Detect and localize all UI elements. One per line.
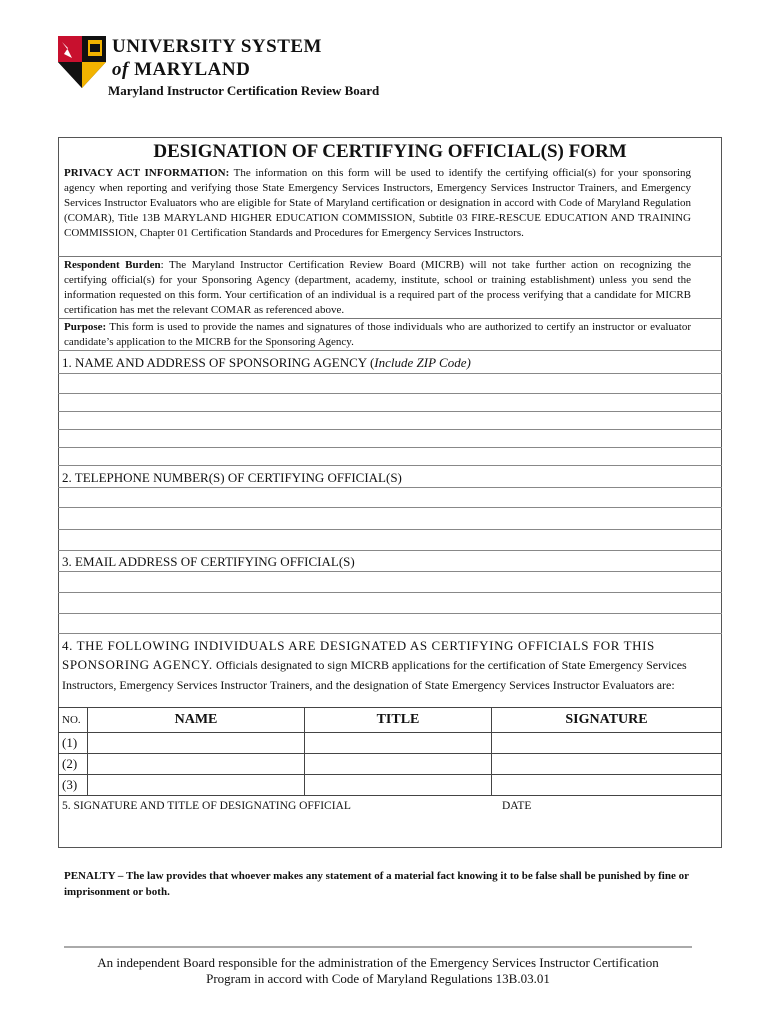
org-state: MARYLAND xyxy=(134,59,251,80)
title-cell[interactable] xyxy=(305,775,492,796)
row-line xyxy=(58,447,722,448)
section1-heading xyxy=(62,355,471,371)
row-line xyxy=(58,465,722,466)
row-line xyxy=(58,411,722,412)
row-line xyxy=(58,487,722,488)
row-number: (1) xyxy=(59,733,88,754)
row-line xyxy=(58,529,722,530)
privacy-paragraph xyxy=(64,166,691,241)
row-line xyxy=(58,373,722,374)
section4-text: Officials designated to sign MICRB applications for the certification of State Emergency Services Instructors, Emergency Services Instructor Trainers, and the designation of State Emergency Services Instructor Evaluators are: xyxy=(62,658,687,692)
section1-label: 1. NAME AND ADDRESS OF SPONSORING AGENCY ( xyxy=(62,355,375,370)
board-name: Maryland Instructor Certification Review Board xyxy=(108,83,380,98)
org-of: of xyxy=(112,59,129,80)
penalty-notice: PENALTY – The law provides that whoever makes any statement of a material fact knowing it to be false shall be punished by fine or imprisonment or both. xyxy=(64,870,689,898)
row-line xyxy=(58,393,722,394)
signature-cell[interactable] xyxy=(492,733,722,754)
purpose-paragraph xyxy=(64,320,691,350)
col-name: NAME xyxy=(88,708,305,733)
signature-cell[interactable] xyxy=(492,754,722,775)
burden-text: : The Maryland Instructor Certification Review Board (MICRB) will not take further action on recognizing the certifying official(s) for your Sponsoring Agency (department, academy, institute, school or training establishment) unless you send the information requested on this form. Your certification of an individual is a required part of the process verifying that a candidate for MICRB certification has met the relevant COMAR as referenced above. xyxy=(64,259,692,316)
divider xyxy=(58,256,722,257)
row-line xyxy=(58,633,722,634)
col-title: TITLE xyxy=(305,708,492,733)
title-cell[interactable] xyxy=(305,754,492,775)
usm-logo xyxy=(58,36,106,88)
col-no: NO. xyxy=(59,708,88,733)
row-line xyxy=(58,571,722,572)
section5-label: 5. SIGNATURE AND TITLE OF DESIGNATING OFFICIAL xyxy=(62,800,351,812)
section2-heading: 2. TELEPHONE NUMBER(S) OF CERTIFYING OFFICIAL(S) xyxy=(62,470,402,485)
date-label: DATE xyxy=(502,800,532,812)
form-title: DESIGNATION OF CERTIFYING OFFICIAL(S) FORM xyxy=(153,141,627,162)
col-signature: SIGNATURE xyxy=(492,708,722,733)
row-number: (3) xyxy=(59,775,88,796)
burden-label: Respondent Burden xyxy=(64,259,161,271)
table-row xyxy=(59,775,722,796)
section4-paragraph xyxy=(62,636,690,695)
officials-table xyxy=(58,707,722,796)
privacy-text: The information on this form will be used to identify the certifying official(s) for your sponsoring agency when reporting and verifying those State Emergency Services Instructors, Emergency Services Instructor Trainers, and Emergency Services Instructor Evaluators who are eligible for State of Maryland certification or designation in accord with Code of Maryland Regulation (COMAR), Title 13B MARYLAND HIGHER EDUCATION COMMISSION, Subtitle 03 FIRE-RESCUE EDUCATION AND TRAINING COMMISSION, Chapter 01 Certification Standards and Procedures for Emergency Services Instructors. xyxy=(64,167,692,239)
footer-divider xyxy=(64,946,692,948)
row-line xyxy=(58,350,722,351)
name-cell[interactable] xyxy=(88,775,305,796)
divider xyxy=(58,318,722,319)
row-line xyxy=(58,550,722,551)
row-line xyxy=(58,429,722,430)
purpose-label: Purpose: xyxy=(64,321,107,333)
name-cell[interactable] xyxy=(88,754,305,775)
section1-note: Include ZIP Code) xyxy=(374,355,471,370)
signature-cell[interactable] xyxy=(492,775,722,796)
org-name-line1: UNIVERSITY SYSTEM xyxy=(112,36,322,57)
burden-paragraph xyxy=(64,258,691,318)
row-number: (2) xyxy=(59,754,88,775)
footer-line2: Program in accord with Code of Maryland Regulations 13B.03.01 xyxy=(206,971,550,986)
privacy-label: PRIVACY ACT INFORMATION: xyxy=(64,167,230,179)
row-line xyxy=(58,613,722,614)
table-header-row xyxy=(59,708,722,733)
footer-text xyxy=(64,955,692,987)
title-cell[interactable] xyxy=(305,733,492,754)
table-row xyxy=(59,733,722,754)
section3-heading: 3. EMAIL ADDRESS OF CERTIFYING OFFICIAL(S) xyxy=(62,554,355,569)
row-line xyxy=(58,592,722,593)
purpose-text: This form is used to provide the names and signatures of those individuals who are authorized to certify an instructor or evaluator candidate’s application to the MICRB for the Sponsoring Agency. xyxy=(64,321,691,348)
name-cell[interactable] xyxy=(88,733,305,754)
section4-lead: 4. THE FOLLOWING INDIVIDUALS ARE DESIGNATED AS CERTIFYING OFFICIALS FOR THIS SPONSORING AGENCY. xyxy=(62,638,655,672)
row-line xyxy=(58,507,722,508)
table-row xyxy=(59,754,722,775)
footer-line1: An independent Board responsible for the administration of the Emergency Services Instructor Certification xyxy=(97,955,659,970)
org-name-line2 xyxy=(112,59,250,81)
